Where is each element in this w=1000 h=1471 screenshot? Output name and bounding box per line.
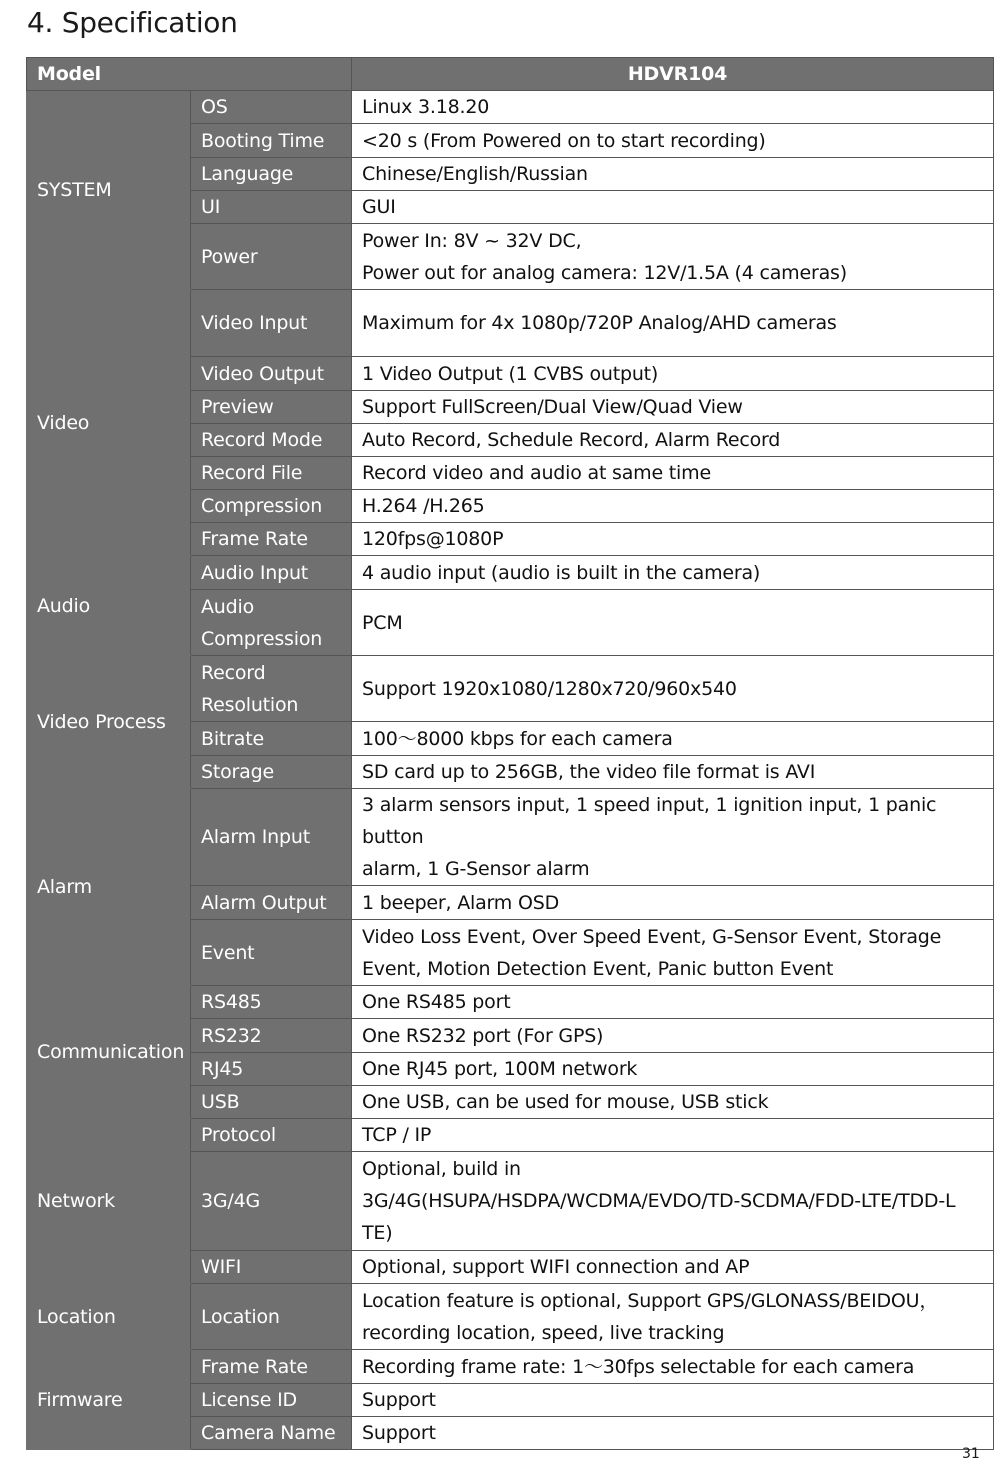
item-label-line: UI: [201, 196, 221, 218]
table-row: [27, 656, 994, 722]
item-value: [352, 1152, 994, 1251]
item-value: [352, 1053, 994, 1086]
item-value: [352, 391, 994, 424]
page-number: 31: [962, 1446, 980, 1462]
item-value-line: Location feature is optional, Support GPS/GLONASS/BEIDOU，: [362, 1289, 939, 1312]
item-value-line: 4 audio input (audio is built in the camera): [362, 561, 761, 584]
item-value-line: PCM: [362, 611, 403, 634]
item-label-line: Protocol: [201, 1124, 276, 1146]
item-value: [352, 457, 994, 490]
item-label-line: Location: [201, 1305, 280, 1328]
item-value: [352, 722, 994, 756]
item-value: [352, 1384, 994, 1417]
item-value: [352, 756, 994, 789]
item-value: [352, 124, 994, 158]
item-label: [191, 590, 352, 656]
item-label-line: USB: [201, 1091, 240, 1113]
item-value-line: 100～8000 kbps for each camera: [362, 727, 673, 750]
group-label: Video Process: [27, 656, 191, 789]
item-value-line: Maximum for 4x 1080p/720P Analog/AHD cameras: [362, 312, 837, 334]
item-value-line: Optional, build in: [362, 1158, 521, 1180]
item-label-line: Booting Time: [201, 129, 325, 152]
item-value-line: One USB, can be used for mouse, USB stick: [362, 1091, 769, 1113]
item-value-line: H.264 /H.265: [362, 495, 485, 517]
item-value: [352, 357, 994, 391]
item-value: [352, 424, 994, 457]
item-value-line: 3G/4G(HSUPA/HSDPA/WCDMA/EVDO/TD-SCDMA/FDD-LTE/TDD-L: [362, 1190, 956, 1212]
item-label: [191, 357, 352, 391]
item-label: [191, 124, 352, 158]
item-label: [191, 1350, 352, 1384]
item-label: [191, 424, 352, 457]
model-value: HDVR104: [352, 58, 994, 91]
item-value-line: alarm, 1 G-Sensor alarm: [362, 858, 590, 880]
item-value: [352, 191, 994, 224]
item-value: [352, 1251, 994, 1284]
page-title: 4. Specification: [27, 6, 238, 39]
group-label: Network: [27, 1119, 191, 1284]
item-label: [191, 457, 352, 490]
item-value: [352, 1086, 994, 1119]
item-value-line: <20 s (From Powered on to start recording): [362, 129, 766, 152]
item-label-line: Record: [201, 661, 266, 684]
group-label: Video: [27, 290, 191, 556]
item-value-line: Power In: 8V ~ 32V DC,: [362, 229, 582, 252]
item-value: [352, 91, 994, 124]
item-label: [191, 523, 352, 556]
item-value-line: Linux 3.18.20: [362, 96, 490, 118]
item-label: [191, 191, 352, 224]
item-label-line: Alarm Input: [201, 826, 310, 848]
item-label: [191, 1152, 352, 1251]
table-row: [27, 1284, 994, 1350]
item-value: [352, 590, 994, 656]
item-label-line: RS232: [201, 1024, 262, 1047]
item-value-line: Event, Motion Detection Event, Panic button Event: [362, 957, 834, 980]
table-row: [27, 1350, 994, 1384]
group-label: Communication: [27, 986, 191, 1119]
group-label: Firmware: [27, 1350, 191, 1450]
item-label: [191, 391, 352, 424]
item-label: [191, 1417, 352, 1450]
item-label: [191, 290, 352, 357]
item-value-line: One RS485 port: [362, 991, 511, 1013]
item-label-line: Video Output: [201, 362, 324, 385]
item-label-line: RS485: [201, 991, 262, 1013]
item-label: [191, 1284, 352, 1350]
item-label-line: WIFI: [201, 1256, 242, 1278]
item-label-line: License ID: [201, 1389, 297, 1411]
item-label: [191, 556, 352, 590]
item-label: [191, 1251, 352, 1284]
item-label: [191, 1119, 352, 1152]
item-value: [352, 1119, 994, 1152]
item-label-line: Frame Rate: [201, 1355, 308, 1378]
table-row: [27, 91, 994, 124]
item-value: [352, 886, 994, 920]
item-value: [352, 656, 994, 722]
item-label-line: Frame Rate: [201, 528, 308, 550]
item-value: [352, 1284, 994, 1350]
item-value: [352, 158, 994, 191]
item-value-line: TE): [362, 1222, 393, 1244]
item-value-line: Support 1920x1080/1280x720/960x540: [362, 677, 737, 700]
item-value: [352, 1417, 994, 1450]
item-label-line: Bitrate: [201, 727, 264, 750]
item-label: [191, 722, 352, 756]
item-label-line: OS: [201, 96, 228, 118]
item-value-line: recording location, speed, live tracking: [362, 1321, 725, 1344]
item-label: [191, 224, 352, 290]
specification-table: [26, 57, 994, 1450]
item-label-line: Resolution: [201, 693, 299, 716]
item-label-line: Audio: [201, 595, 255, 618]
group-label: SYSTEM: [27, 91, 191, 290]
item-value-line: 1 Video Output (1 CVBS output): [362, 362, 659, 385]
item-label-line: RJ45: [201, 1058, 244, 1080]
item-value-line: Recording frame rate: 1～30fps selectable for each camera: [362, 1355, 915, 1378]
table-row: [27, 986, 994, 1019]
item-label-line: Compression: [201, 495, 323, 517]
item-value: [352, 1350, 994, 1384]
item-value-line: Support: [362, 1389, 436, 1411]
model-label: Model: [27, 58, 352, 91]
item-label-line: Record File: [201, 462, 303, 484]
item-value-line: Chinese/English/Russian: [362, 163, 588, 185]
item-label: [191, 656, 352, 722]
item-value: [352, 523, 994, 556]
item-value-line: Support FullScreen/Dual View/Quad View: [362, 396, 743, 418]
item-label-line: Power: [201, 245, 258, 268]
item-value-line: Auto Record, Schedule Record, Alarm Record: [362, 429, 781, 451]
item-label: [191, 91, 352, 124]
item-value: [352, 290, 994, 357]
group-label: Location: [27, 1284, 191, 1350]
item-label-line: Event: [201, 941, 255, 964]
item-label: [191, 1053, 352, 1086]
item-value: [352, 1019, 994, 1053]
item-label: [191, 1086, 352, 1119]
item-label: [191, 920, 352, 986]
table-row: [27, 1119, 994, 1152]
item-label-line: Alarm Output: [201, 891, 327, 914]
item-value-line: Power out for analog camera: 12V/1.5A (4 cameras): [362, 261, 847, 284]
item-label-line: 3G/4G: [201, 1190, 261, 1212]
item-label-line: Audio Input: [201, 561, 309, 584]
item-label: [191, 789, 352, 886]
item-value: [352, 224, 994, 290]
item-value-line: GUI: [362, 196, 396, 218]
item-label: [191, 1019, 352, 1053]
table-row: [27, 556, 994, 590]
table-row: [27, 290, 994, 357]
item-label-line: Preview: [201, 396, 274, 418]
item-value: [352, 789, 994, 886]
item-label-line: Storage: [201, 761, 274, 783]
table-row: [27, 789, 994, 886]
item-value-line: 120fps@1080P: [362, 528, 504, 550]
item-value: [352, 556, 994, 590]
item-value-line: Record video and audio at same time: [362, 462, 711, 484]
item-label: [191, 886, 352, 920]
item-label: [191, 1384, 352, 1417]
item-value-line: 1 beeper, Alarm OSD: [362, 891, 559, 914]
item-value: [352, 986, 994, 1019]
item-value-line: Support: [362, 1422, 436, 1444]
item-value-line: One RS232 port (For GPS): [362, 1024, 604, 1047]
item-label-line: Record Mode: [201, 429, 323, 451]
item-label: [191, 986, 352, 1019]
item-label: [191, 158, 352, 191]
item-label: [191, 490, 352, 523]
item-label-line: Compression: [201, 627, 323, 650]
item-label-line: Language: [201, 163, 294, 185]
item-value-line: TCP / IP: [362, 1124, 432, 1146]
item-value-line: 3 alarm sensors input, 1 speed input, 1 ignition input, 1 panic button: [362, 794, 937, 848]
item-label-line: Video Input: [201, 312, 308, 334]
item-value-line: Optional, support WIFI connection and AP: [362, 1256, 750, 1278]
item-label: [191, 756, 352, 789]
group-label: Audio: [27, 556, 191, 656]
table-header-row: [27, 58, 994, 91]
item-label-line: Camera Name: [201, 1422, 336, 1444]
group-label: Alarm: [27, 789, 191, 986]
item-value: [352, 490, 994, 523]
item-value-line: One RJ45 port, 100M network: [362, 1058, 638, 1080]
item-value-line: Video Loss Event, Over Speed Event, G-Sensor Event, Storage: [362, 925, 942, 948]
item-value: [352, 920, 994, 986]
item-value-line: SD card up to 256GB, the video file format is AVI: [362, 761, 816, 783]
